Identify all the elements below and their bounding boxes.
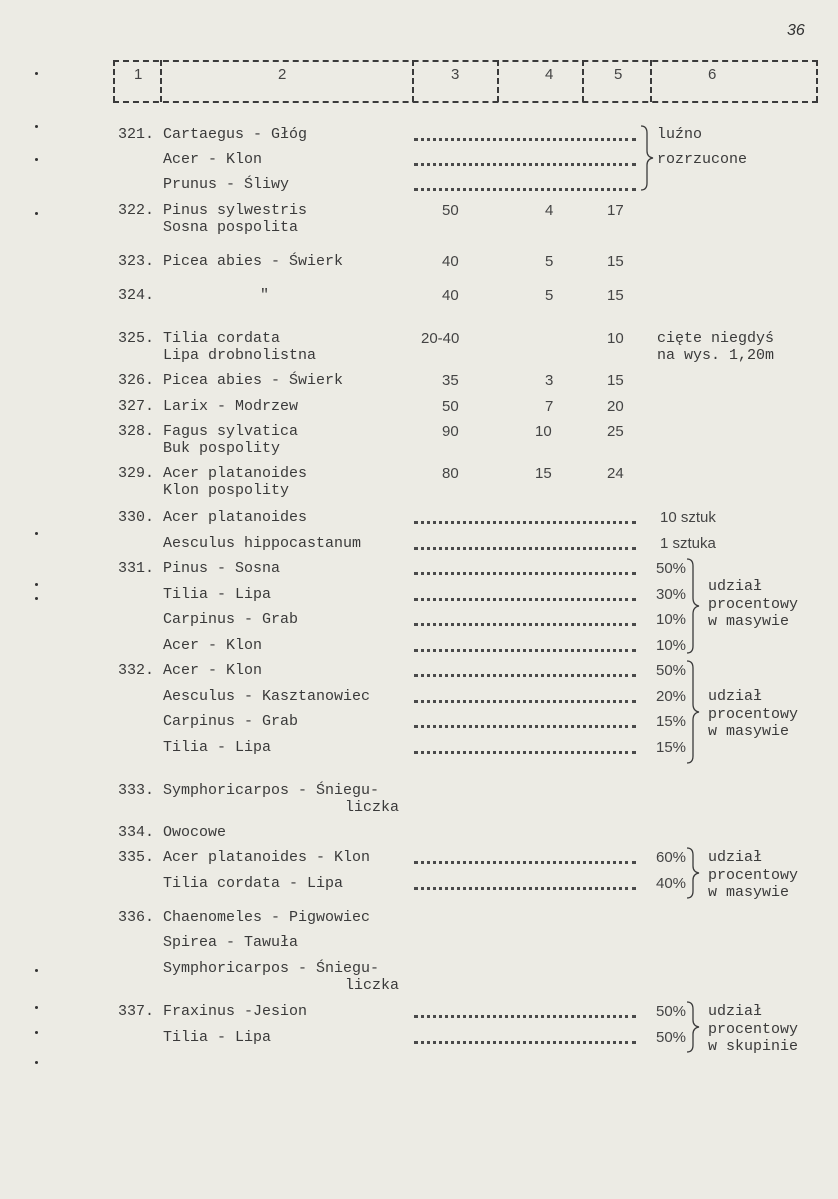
right-brace (686, 847, 700, 899)
note-text: w skupinie (708, 1038, 799, 1055)
species-name: Chaenomeles - Pigwowiec (163, 909, 371, 926)
value-col-4: 7 (545, 398, 554, 415)
species-name: Symphoricarpos - Śniegu- (163, 960, 380, 977)
margin-mark (35, 125, 38, 128)
species-name: Larix - Modrzew (163, 398, 299, 415)
percent-value: 40% (656, 875, 687, 892)
header-divider (582, 60, 584, 102)
header-divider (160, 60, 162, 102)
dot-leader (414, 176, 636, 191)
header-col-3: 3 (451, 66, 460, 83)
note-text: udział (708, 849, 763, 866)
value-col-5: 24 (607, 465, 624, 482)
ditto-mark: " (260, 287, 270, 304)
dot-leader (414, 1029, 636, 1044)
species-name: Spirea - Tawuła (163, 934, 299, 951)
note-text: cięte niegdyś (657, 330, 775, 347)
header-col-6: 6 (708, 66, 717, 83)
species-name: Owocowe (163, 824, 227, 841)
entry-number: 323. (118, 253, 155, 270)
dot-leader (414, 662, 636, 677)
dot-leader (414, 126, 636, 141)
header-divider (497, 60, 499, 102)
species-name: Klon pospolity (163, 482, 290, 499)
value-col-3: 40 (442, 287, 459, 304)
species-name: Tilia cordata (163, 330, 281, 347)
dot-leader (414, 849, 636, 864)
header-top-rule (113, 60, 818, 62)
dot-leader (414, 1003, 636, 1018)
note-text: procentowy (708, 1021, 799, 1038)
value-col-5: 15 (607, 372, 624, 389)
right-brace (640, 125, 654, 191)
value-col-5: 20 (607, 398, 624, 415)
percent-value: 20% (656, 688, 687, 705)
percent-value: 30% (656, 586, 687, 603)
species-name: Prunus - Śliwy (163, 176, 290, 193)
note-text: w masywie (708, 884, 790, 901)
margin-mark (35, 583, 38, 586)
entry-number: 324. (118, 287, 155, 304)
note-text: udział (708, 1003, 763, 1020)
species-name: Acer platanoides (163, 509, 308, 526)
margin-mark (35, 1006, 38, 1009)
species-name: Cartaegus - Głóg (163, 126, 308, 143)
value-col-4: 10 (535, 423, 552, 440)
value-col-5: 10 (607, 330, 624, 347)
species-name: Sosna pospolita (163, 219, 299, 236)
right-brace (686, 1001, 700, 1053)
note-text: procentowy (708, 706, 799, 723)
value-col-4: 3 (545, 372, 554, 389)
entry-number: 337. (118, 1003, 155, 1020)
page-number: 36 (787, 22, 805, 39)
header-bottom-rule (113, 101, 818, 103)
dot-leader (414, 637, 636, 652)
dot-leader (414, 739, 636, 754)
species-name: Fagus sylvatica (163, 423, 299, 440)
species-name: Acer - Klon (163, 637, 263, 654)
species-name: Acer - Klon (163, 662, 263, 679)
entry-number: 336. (118, 909, 155, 926)
species-name: Lipa drobnolistna (163, 347, 317, 364)
margin-mark (35, 158, 38, 161)
percent-value: 10% (656, 611, 687, 628)
species-name: Carpinus - Grab (163, 611, 299, 628)
value-col-5: 15 (607, 287, 624, 304)
species-name: Symphoricarpos - Śniegu- (163, 782, 380, 799)
species-name: liczka (345, 799, 400, 816)
value-col-5: 17 (607, 202, 624, 219)
header-divider (113, 60, 115, 102)
species-name: Acer platanoides (163, 465, 308, 482)
species-name: Tilia - Lipa (163, 1029, 272, 1046)
entry-number: 330. (118, 509, 155, 526)
dot-leader (414, 713, 636, 728)
percent-value: 50% (656, 560, 687, 577)
percent-value: 10% (656, 637, 687, 654)
entry-number: 327. (118, 398, 155, 415)
value-col-3: 20-40 (421, 330, 460, 347)
header-divider (412, 60, 414, 102)
entry-number: 328. (118, 423, 155, 440)
value-col-3: 90 (442, 423, 459, 440)
entry-number: 332. (118, 662, 155, 679)
value-col-4: 4 (545, 202, 554, 219)
dot-leader (414, 151, 636, 166)
dot-leader (414, 611, 636, 626)
species-name: Acer - Klon (163, 151, 263, 168)
percent-value: 50% (656, 1029, 687, 1046)
note-text: na wys. 1,20m (657, 347, 775, 364)
dot-leader (414, 586, 636, 601)
header-col-1: 1 (134, 66, 143, 83)
header-col-4: 4 (545, 66, 554, 83)
value-col-3: 50 (442, 398, 459, 415)
species-name: Tilia - Lipa (163, 739, 272, 756)
right-brace (686, 660, 700, 764)
count-text: 10 sztuk (660, 509, 716, 526)
margin-mark (35, 532, 38, 535)
value-col-3: 80 (442, 465, 459, 482)
species-name: Aesculus hippocastanum (163, 535, 362, 552)
margin-mark (35, 1031, 38, 1034)
header-col-5: 5 (614, 66, 623, 83)
note-text: w masywie (708, 723, 790, 740)
species-name: Buk pospolity (163, 440, 281, 457)
species-name: Picea abies - Świerk (163, 372, 344, 389)
dot-leader (414, 535, 636, 550)
species-name: Aesculus - Kasztanowiec (163, 688, 371, 705)
margin-mark (35, 969, 38, 972)
species-name: Tilia cordata - Lipa (163, 875, 344, 892)
right-brace (686, 558, 700, 654)
header-col-2: 2 (278, 66, 287, 83)
species-name: Pinus - Sosna (163, 560, 281, 577)
percent-value: 15% (656, 739, 687, 756)
percent-value: 50% (656, 662, 687, 679)
species-name: Picea abies - Świerk (163, 253, 344, 270)
species-name: liczka (345, 977, 400, 994)
entry-number: 331. (118, 560, 155, 577)
value-col-5: 25 (607, 423, 624, 440)
value-col-5: 15 (607, 253, 624, 270)
dot-leader (414, 688, 636, 703)
entry-number: 329. (118, 465, 155, 482)
header-divider (816, 60, 818, 102)
entry-number: 326. (118, 372, 155, 389)
percent-value: 15% (656, 713, 687, 730)
entry-number: 325. (118, 330, 155, 347)
dot-leader (414, 509, 636, 524)
count-text: 1 sztuka (660, 535, 716, 552)
percent-value: 50% (656, 1003, 687, 1020)
species-name: Fraxinus -Jesion (163, 1003, 308, 1020)
note-text: w masywie (708, 613, 790, 630)
entry-number: 333. (118, 782, 155, 799)
margin-mark (35, 1061, 38, 1064)
margin-mark (35, 212, 38, 215)
entry-number: 322. (118, 202, 155, 219)
percent-value: 60% (656, 849, 687, 866)
value-col-4: 5 (545, 287, 554, 304)
dot-leader (414, 560, 636, 575)
note-text: udział (708, 688, 763, 705)
header-divider (650, 60, 652, 102)
note-text: procentowy (708, 596, 799, 613)
note-text: rozrzucone (657, 151, 748, 168)
species-name: Tilia - Lipa (163, 586, 272, 603)
value-col-4: 5 (545, 253, 554, 270)
species-name: Carpinus - Grab (163, 713, 299, 730)
note-text: udział (708, 578, 763, 595)
entry-number: 321. (118, 126, 155, 143)
value-col-3: 40 (442, 253, 459, 270)
species-name: Pinus sylwestris (163, 202, 308, 219)
value-col-4: 15 (535, 465, 552, 482)
entry-number: 335. (118, 849, 155, 866)
value-col-3: 35 (442, 372, 459, 389)
margin-mark (35, 72, 38, 75)
note-text: procentowy (708, 867, 799, 884)
margin-mark (35, 597, 38, 600)
dot-leader (414, 875, 636, 890)
entry-number: 334. (118, 824, 155, 841)
value-col-3: 50 (442, 202, 459, 219)
note-text: luźno (657, 126, 703, 143)
species-name: Acer platanoides - Klon (163, 849, 371, 866)
